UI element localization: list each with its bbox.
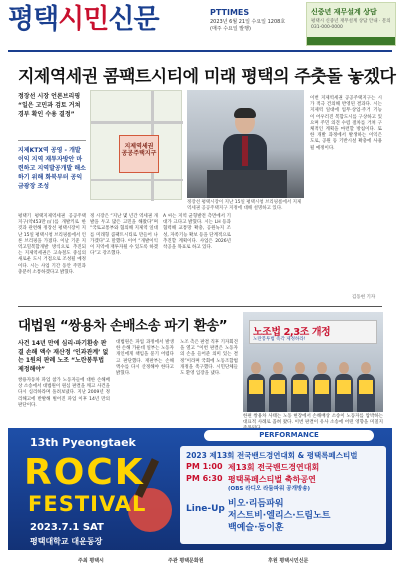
protest-sign (315, 380, 329, 394)
protester (335, 362, 353, 412)
article1-headline[interactable]: 지제역세권 콤팩트시티에 미래 평택의 주춧돌 놓겠다 (18, 67, 396, 87)
protest-banner-title: 노조법 2,3조 개정 (253, 327, 331, 338)
schedule-event-2: 평택록페스티벌 축하공연 (228, 475, 316, 484)
issue-info: 2023년 6월 21일 수요일 1208호 (매주 수요일 발행) (210, 19, 286, 32)
schedule-event-2-note: (OBS 라디오 라듐파워 공개방송) (228, 486, 311, 492)
map-road (91, 179, 183, 181)
schedule-time-2: PM 6:30 (186, 474, 223, 483)
article2-column-2: 대법원은 파업 과정에서 발생한 손해 가운데 일부는 노동자 개인에게 책임을 묻기 어렵다고 판단했다. 재판부는 손해 액수를 다시 산정해야 한다고 밝혔다. (116, 340, 174, 377)
logo-part: 신문 (108, 4, 159, 35)
protester (247, 362, 265, 412)
masthead-rule (8, 50, 392, 52)
protest-sign (249, 380, 263, 394)
performance-label: PERFORMANCE (259, 431, 319, 439)
brand-name: PTTIMES (210, 8, 250, 17)
map-zone-label: 지제역세권 공공주택지구 (121, 143, 157, 157)
article1-byline: 김동현 기자 (352, 295, 376, 300)
article1-column-3: A 씨는 지역 균형발전 측면에서 기대가 크다고 밝혔다. 시는 LH 등과 협력해 교통망 확충, 공원녹지 조성, 자족기능 확보 등을 단계적으로 추진할 계획이다. 사업은 2026년 착공을 목표로 하고 있다. (163, 214, 232, 251)
festival-edition: 13th Pyeongtaek (30, 436, 136, 449)
protester-head (273, 362, 283, 374)
article2-subheading: 사건 14년 만에 심리·파기환송 판결 손해 액수 재산정 ‘인과관계’ 없는 1원의 판례 노조 “노란봉투법 제정해야” (18, 340, 109, 373)
rock-festival-advertisement[interactable] (8, 428, 392, 574)
festival-date: 2023.7.1 SAT (30, 522, 104, 533)
festival-rock-title: ROCK (24, 452, 145, 493)
lineup-label: Line-Up (186, 504, 225, 514)
ad-title: 신중년 재무설계 상담 (311, 8, 377, 16)
protest-sign (337, 380, 351, 394)
map-road (91, 121, 183, 124)
schedule-event-1: 제13회 전국밴드경연대회 (228, 463, 320, 472)
article1-column-4: 이번 지제역세권 공공주택지구는 시가 적극 건의해 반영된 결과다. 시는 지제역 일대에 업무·상업·주거 기능이 어우러진 복합도시를 구상하고 있으며 주민 의견 수렴 절차를 거쳐 구체적인 계획을 마련할 방침이다. 또한 개발 과정에서 발생하는 이익은 도로, 공원 등 기반시설 확충에 사용될 예정이다. (310, 96, 382, 151)
protest-sign (359, 380, 373, 394)
newspaper-logo[interactable] (8, 4, 159, 36)
logo-part: 평택 (8, 4, 59, 35)
lineup-row-2: 저스트비·엘리스·드림노트 (228, 511, 331, 521)
article2-headline[interactable]: 대법원 “쌍용차 손배소송 파기 환송” (18, 318, 228, 334)
sub-divider (18, 140, 86, 141)
article2-column-3: 노조 측은 판결 직후 기자회견을 열고 “이번 판결은 노동자의 손을 들어준 의미 있는 결정”이라며 국회에 노동조합법 개정을 촉구했다. 시민단체들도 환영 입장을 냈다. (180, 340, 238, 377)
article2-column-4: 한편 쌍용차 사태는 노동 현장에서 손해배상 소송이 노동자를 압박하는 대표적 사례로 꼽혀 왔다. 이번 판결이 유사 소송에 어떤 영향을 미칠지 (243, 414, 383, 426)
photo-caption: 정장선 평택시장이 지난 15일 평택시청 브리핑룸에서 지제역세권 공공주택지구 지정에 대해 설명하고 있다. (187, 200, 302, 211)
protester-head (251, 362, 261, 374)
protester (291, 362, 309, 412)
top-advertisement[interactable] (306, 2, 396, 46)
festival-title-line: 2023 제13회 전국밴드경연대회 & 평택록페스티벌 (186, 451, 358, 460)
protester-head (361, 362, 371, 374)
protester-head (317, 362, 327, 374)
logo-part: 민 (83, 4, 109, 35)
protester-head (339, 362, 349, 374)
ad-subtitle: 평택시 신중년 재무설계 상담 안내 · 문의 031-000-0000 (311, 19, 391, 30)
article1-column-1: 평택기 평택지제역세권 공공주택지구(약453만㎡)를 개발키로 한 것과 관련해 정장선 평택시장이 지난 15일 평택시청 브리핑룸에서 언론 브리핑을 가졌다. 이날 기준 지역고밀복합개발 방식으로 추진되는 지제역세권은 고속철도 중심의 새로운 도시 거점으로 조성될 예정이다. 시는 사업 기간 동안 주민과 충분히 소통하겠다고 밝혔다. (18, 214, 86, 275)
sponsor-organizer: 주관 평택문화원 (168, 558, 204, 564)
protest-sign (271, 380, 285, 394)
protester (313, 362, 331, 412)
article1-column-2: 정 시장은 “지난 몇 년간 역세권 개발을 두고 많은 고민을 해왔다”며 “국토교통부와 협의해 지제역 일대를 미래형 콤팩트시티로 만들어 나가겠다”고 말했다. 이어 “개발이익이 지역에 재투자될 수 있도록 하겠다”고 강조했다. (90, 214, 159, 257)
festival-word: FESTIVAL (28, 492, 147, 516)
schedule-time-1: PM 1:00 (186, 462, 223, 471)
podium (207, 170, 287, 198)
festival-venue: 평택대학교 대운동장 (30, 537, 103, 546)
article1-subheading: 정장선 시장 언론브리핑 “일은 고민과 검토 거쳐 경부 확인 수용 결정” (18, 93, 81, 118)
sponsor-host: 주최 평택시 (78, 558, 104, 564)
logo-part: 시 (58, 4, 84, 35)
speaker-hair (234, 108, 256, 118)
protester (269, 362, 287, 412)
mayor-photo (187, 90, 304, 198)
lineup-row-1: 비오·리듬파워 (228, 499, 284, 509)
protest-banner-subtitle: 노란봉투법 즉각 제정하라! (253, 337, 306, 342)
lineup-row-3: 백예슬·동이훈 (228, 523, 284, 533)
sponsor-supporter: 후원 평택시민신문 (268, 558, 309, 564)
protester-head (295, 362, 305, 374)
protest-sign (293, 380, 307, 394)
masthead (0, 0, 400, 50)
protest-crowd (243, 362, 383, 412)
article1-subheading-2: 지제KTX역 공영 - 개발이익 지역 재투자방안 마련하고 지역발공개발 해소하기 위해 화북부터 공익금광장 조성 (18, 147, 86, 190)
speaker-tie (242, 136, 248, 166)
protest-photo (243, 312, 383, 412)
development-map (90, 90, 182, 200)
section-divider (18, 306, 382, 307)
protester (357, 362, 375, 412)
article2-column-1: 쌍용자동차 파업 참가 노동자들에 대한 손해배상 소송에서 대법원이 원심 판결을 깨고 사건을 다시 심리하라며 돌려보냈다. 지난 2009년 정리해고에 반발해 벌어진 파업 이후 14년 만의 판단이다. (18, 378, 110, 408)
ad-banner-strip (307, 37, 395, 45)
